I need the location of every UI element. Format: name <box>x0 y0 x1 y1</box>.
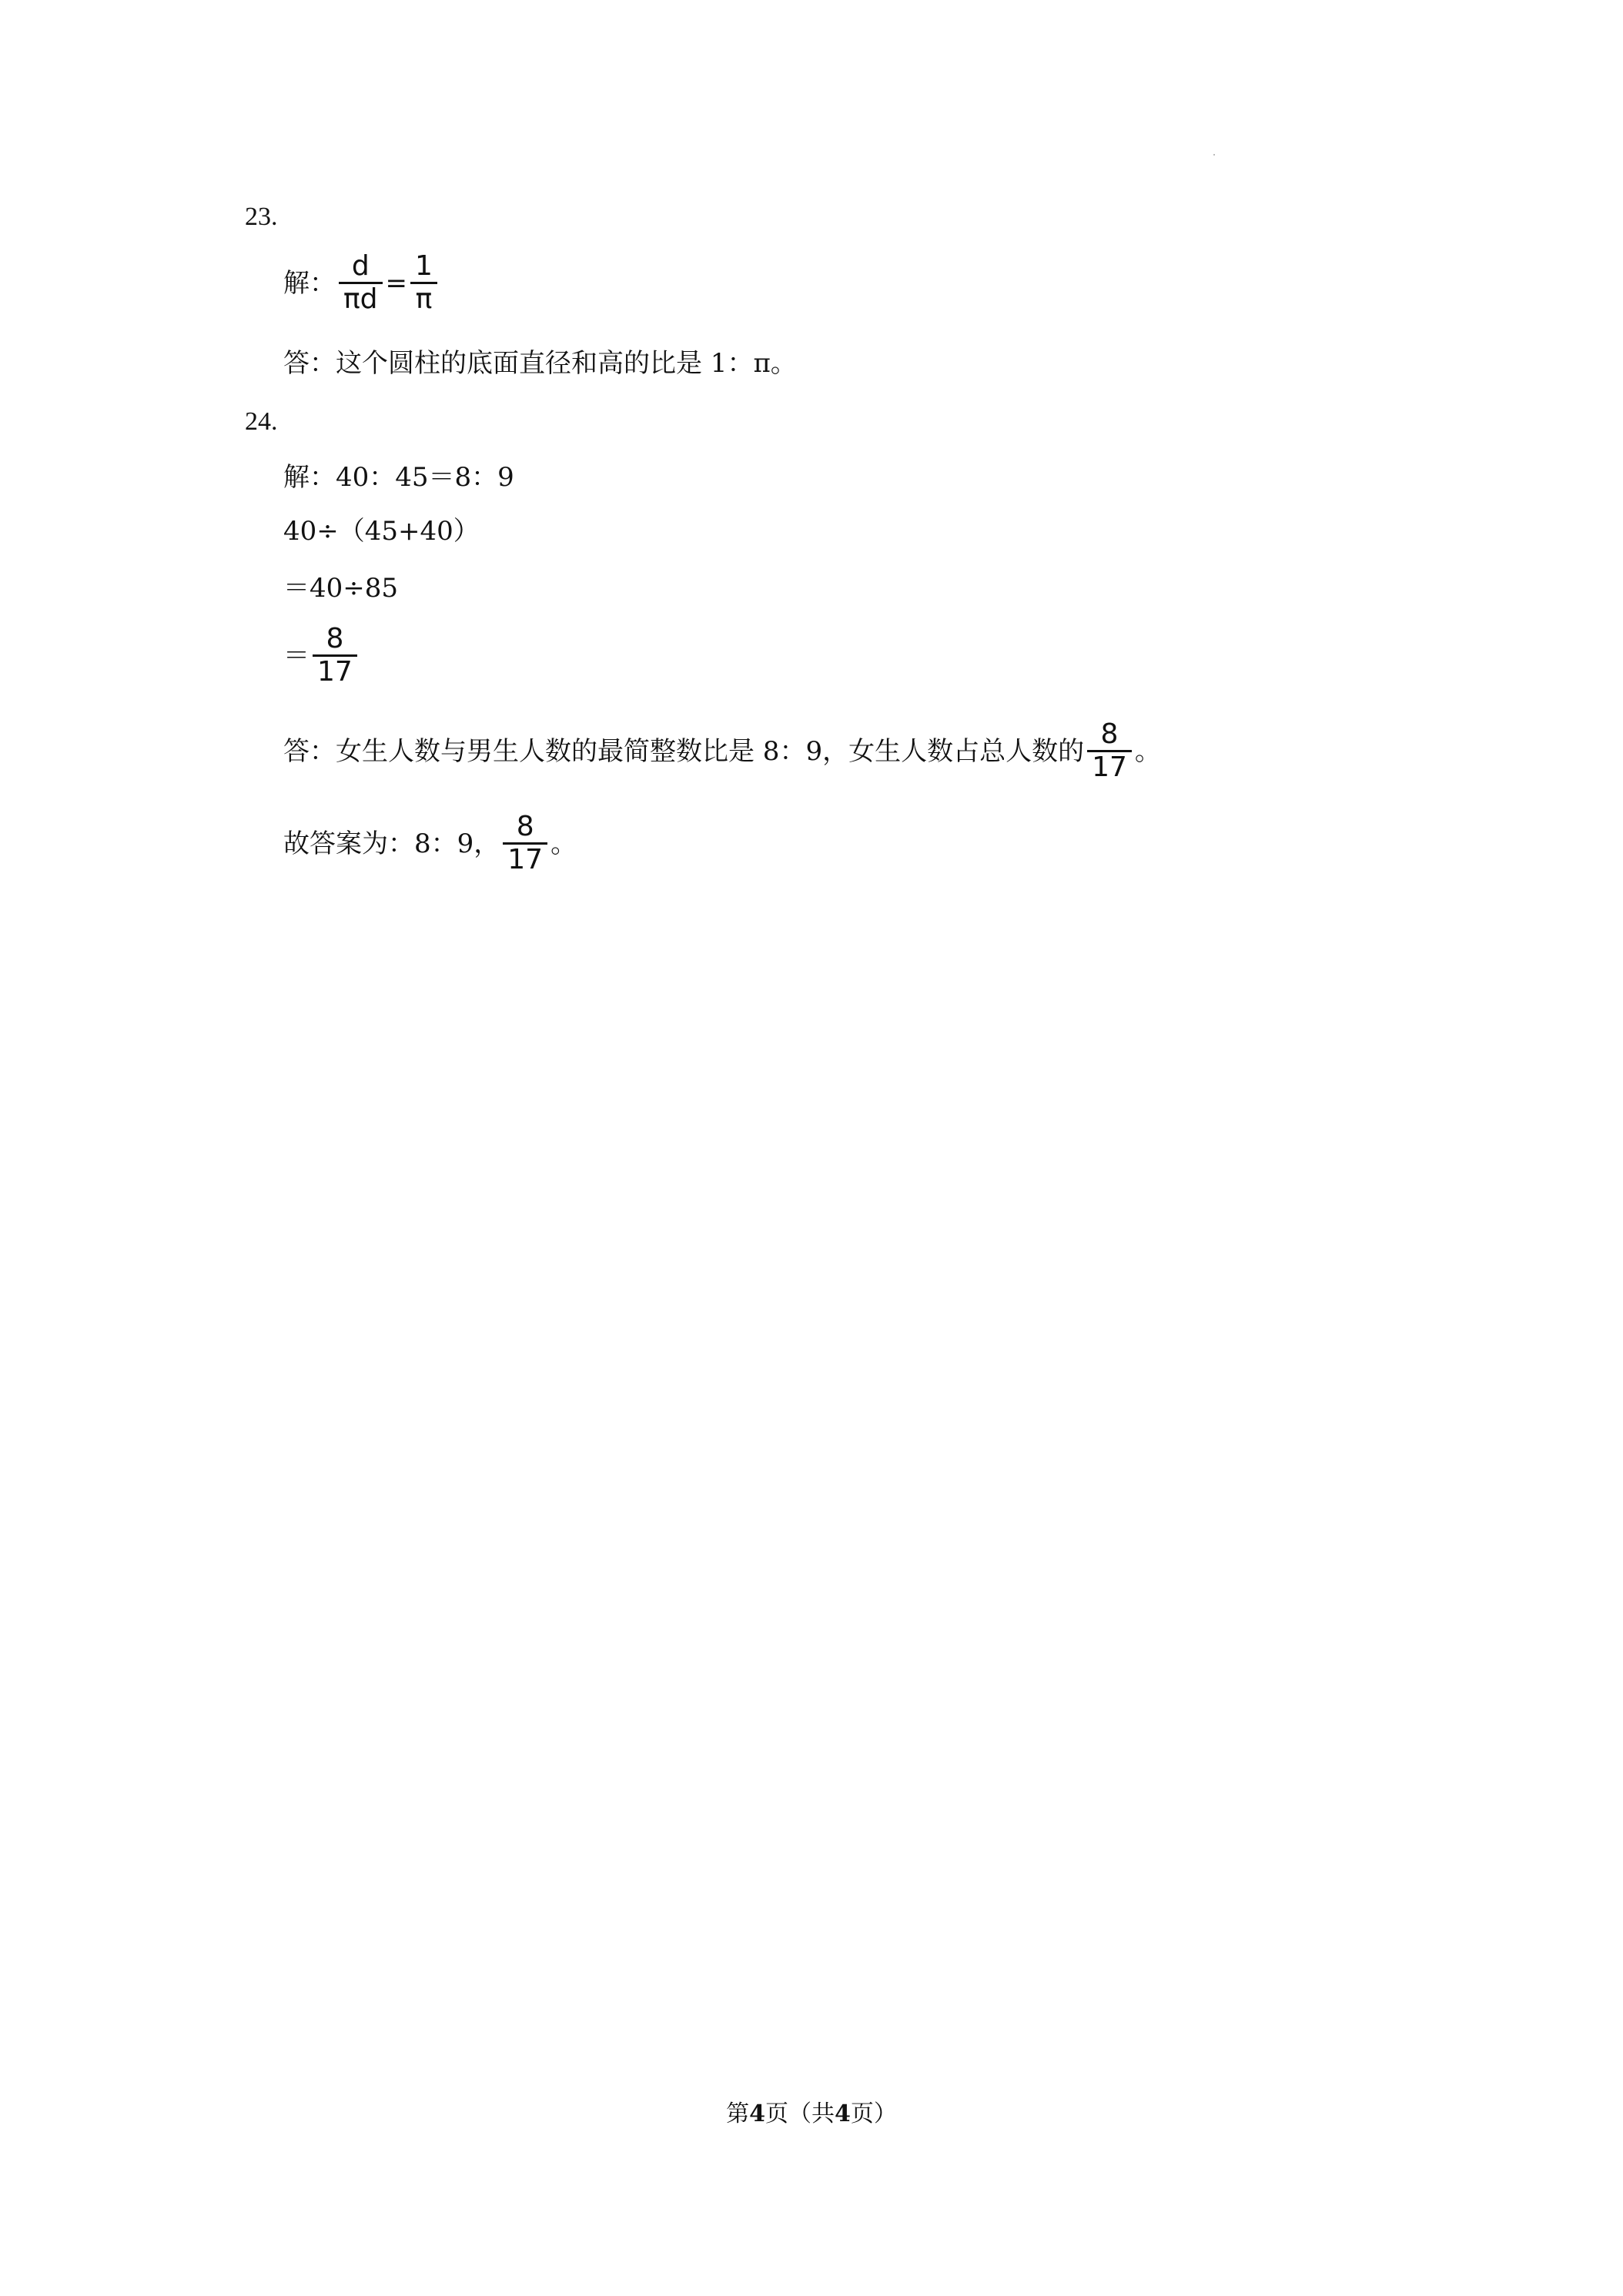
q23-frac2-denominator: π <box>415 283 433 315</box>
question-23-number: 23. <box>245 202 278 231</box>
q23-frac1-denominator: πd <box>343 283 378 315</box>
q24-answer-frac-numerator: 8 <box>1100 718 1119 750</box>
q24-fraction-8-over-17 <box>313 624 357 688</box>
q23-answer: 答：这个圆柱的底面直径和高的比是 1：π。 <box>283 348 797 379</box>
q23-solution-prefix: 解： <box>283 267 336 299</box>
footer-total-pages: 4 <box>835 2100 851 2127</box>
q24-final-fraction <box>503 812 547 875</box>
q24-answer-text: 答：女生人数与男生人数的最简整数比是 8：9，女生人数占总人数的 <box>283 735 1085 767</box>
q24-final-end: 。 <box>550 828 577 859</box>
q24-line4 <box>283 624 360 688</box>
footer-page-number: 4 <box>749 2100 765 2127</box>
q24-line2: 40÷（45+40） <box>283 516 480 547</box>
scan-speck <box>1213 154 1215 156</box>
q24-answer-frac-denominator: 17 <box>1092 751 1127 783</box>
q24-final-line <box>283 812 577 875</box>
question-24-number: 24. <box>245 407 278 436</box>
q24-line3: ＝40÷85 <box>283 573 399 604</box>
q24-frac-denominator: 17 <box>317 656 353 688</box>
q24-final-text: 故答案为：8：9， <box>283 828 500 859</box>
q24-answer-end: 。 <box>1134 735 1161 767</box>
footer-suffix: 页） <box>850 2100 897 2127</box>
q24-frac-numerator: 8 <box>326 623 344 654</box>
q24-answer-line <box>283 719 1161 783</box>
q24-line1: 解：40：45＝8：9 <box>283 462 514 493</box>
footer-prefix: 第 <box>726 2100 750 2127</box>
q24-final-frac-numerator: 8 <box>516 811 534 842</box>
q23-frac1-numerator: d <box>351 250 370 282</box>
q23-frac2-numerator: 1 <box>415 250 433 282</box>
footer-middle: 页（共 <box>765 2100 835 2127</box>
q24-final-frac-denominator: 17 <box>507 844 544 875</box>
q24-answer-fraction <box>1087 719 1132 783</box>
q23-solution-line <box>283 251 440 315</box>
page-footer <box>0 2100 1623 2128</box>
q23-fraction-1-over-pi <box>410 251 437 315</box>
q23-fraction-d-over-pid <box>339 251 383 315</box>
q23-equals: = <box>385 267 408 299</box>
q24-line4-prefix: ＝ <box>283 640 310 671</box>
